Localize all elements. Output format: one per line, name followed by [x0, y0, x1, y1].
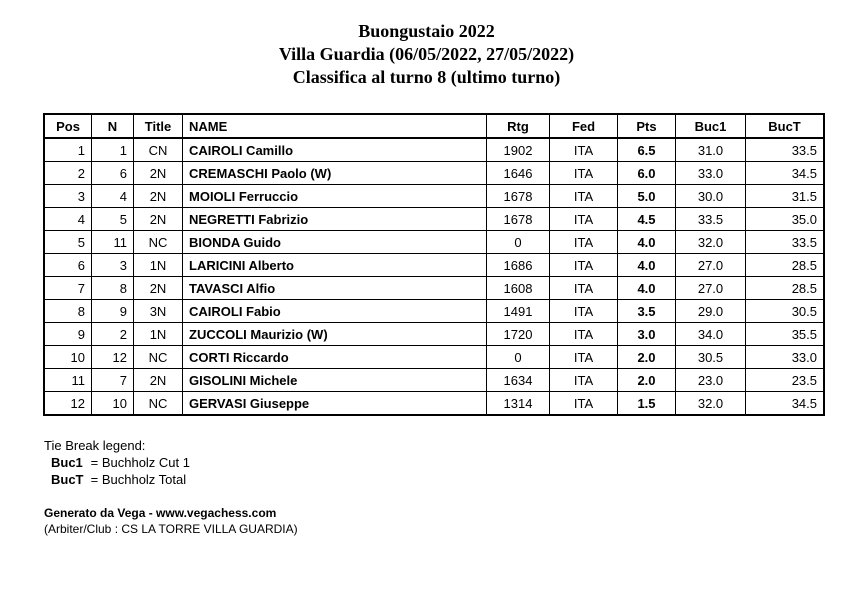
cell-title: 3N — [134, 300, 183, 323]
cell-buc1: 27.0 — [676, 277, 746, 300]
cell-pos: 9 — [44, 323, 92, 346]
cell-n: 5 — [92, 208, 134, 231]
standings-body — [44, 138, 824, 415]
cell-buct: 33.5 — [746, 138, 825, 162]
cell-pos: 11 — [44, 369, 92, 392]
cell-buct: 31.5 — [746, 185, 825, 208]
cell-name: MOIOLI Ferruccio — [183, 185, 487, 208]
cell-pos: 1 — [44, 138, 92, 162]
cell-n: 11 — [92, 231, 134, 254]
cell-name: ZUCCOLI Maurizio (W) — [183, 323, 487, 346]
cell-pts: 4.0 — [618, 277, 676, 300]
cell-n: 1 — [92, 138, 134, 162]
cell-buct: 33.0 — [746, 346, 825, 369]
cell-name: CREMASCHI Paolo (W) — [183, 162, 487, 185]
table-row — [44, 185, 824, 208]
table-row — [44, 346, 824, 369]
table-row — [44, 254, 824, 277]
cell-n: 8 — [92, 277, 134, 300]
cell-pos: 8 — [44, 300, 92, 323]
cell-title: CN — [134, 138, 183, 162]
table-row — [44, 231, 824, 254]
arbiter-club: (Arbiter/Club : CS LA TORRE VILLA GUARDIA) — [44, 522, 298, 536]
table-row — [44, 369, 824, 392]
cell-pts: 2.0 — [618, 346, 676, 369]
cell-pos: 5 — [44, 231, 92, 254]
legend-key: BucT — [51, 472, 84, 487]
document-header — [0, 20, 853, 89]
cell-fed: ITA — [550, 138, 618, 162]
cell-title: NC — [134, 346, 183, 369]
cell-fed: ITA — [550, 231, 618, 254]
cell-rtg: 1634 — [487, 369, 550, 392]
cell-fed: ITA — [550, 392, 618, 416]
cell-n: 4 — [92, 185, 134, 208]
table-row — [44, 323, 824, 346]
cell-buc1: 27.0 — [676, 254, 746, 277]
cell-fed: ITA — [550, 277, 618, 300]
cell-n: 7 — [92, 369, 134, 392]
cell-pts: 2.0 — [618, 369, 676, 392]
cell-title: 2N — [134, 277, 183, 300]
cell-title: 2N — [134, 208, 183, 231]
cell-title: 2N — [134, 162, 183, 185]
cell-pos: 12 — [44, 392, 92, 416]
cell-pos: 7 — [44, 277, 92, 300]
cell-rtg: 1686 — [487, 254, 550, 277]
cell-buc1: 32.0 — [676, 392, 746, 416]
cell-buc1: 33.5 — [676, 208, 746, 231]
cell-buc1: 23.0 — [676, 369, 746, 392]
col-header-buct: BucT — [746, 114, 825, 138]
cell-buc1: 29.0 — [676, 300, 746, 323]
cell-pts: 4.0 — [618, 254, 676, 277]
cell-name: GERVASI Giuseppe — [183, 392, 487, 416]
cell-pts: 4.5 — [618, 208, 676, 231]
legend-title: Tie Break legend: — [44, 438, 146, 453]
cell-buc1: 30.0 — [676, 185, 746, 208]
cell-name: CORTI Riccardo — [183, 346, 487, 369]
cell-buct: 35.0 — [746, 208, 825, 231]
cell-pts: 1.5 — [618, 392, 676, 416]
cell-title: 1N — [134, 254, 183, 277]
col-header-title: Title — [134, 114, 183, 138]
cell-name: BIONDA Guido — [183, 231, 487, 254]
table-row — [44, 300, 824, 323]
cell-n: 2 — [92, 323, 134, 346]
col-header-pos: Pos — [44, 114, 92, 138]
col-header-fed: Fed — [550, 114, 618, 138]
cell-buct: 34.5 — [746, 392, 825, 416]
cell-title: 2N — [134, 185, 183, 208]
cell-title: NC — [134, 392, 183, 416]
cell-rtg: 1678 — [487, 185, 550, 208]
cell-buct: 30.5 — [746, 300, 825, 323]
cell-rtg: 1491 — [487, 300, 550, 323]
legend-desc: = Buchholz Total — [90, 472, 187, 487]
tournament-location-dates: Villa Guardia (06/05/2022, 27/05/2022) — [278, 44, 575, 64]
legend-item — [44, 454, 190, 471]
cell-fed: ITA — [550, 254, 618, 277]
table-row — [44, 138, 824, 162]
cell-fed: ITA — [550, 162, 618, 185]
cell-title: 1N — [134, 323, 183, 346]
cell-pts: 6.5 — [618, 138, 676, 162]
cell-pts: 3.5 — [618, 300, 676, 323]
legend-item — [44, 471, 190, 488]
standings-table — [43, 113, 825, 416]
standings-subtitle: Classifica al turno 8 (ultimo turno) — [292, 67, 561, 87]
cell-fed: ITA — [550, 369, 618, 392]
cell-fed: ITA — [550, 185, 618, 208]
cell-rtg: 1678 — [487, 208, 550, 231]
cell-buct: 35.5 — [746, 323, 825, 346]
cell-name: CAIROLI Fabio — [183, 300, 487, 323]
cell-fed: ITA — [550, 300, 618, 323]
cell-buc1: 30.5 — [676, 346, 746, 369]
cell-name: GISOLINI Michele — [183, 369, 487, 392]
cell-pos: 4 — [44, 208, 92, 231]
cell-buc1: 32.0 — [676, 231, 746, 254]
cell-buct: 28.5 — [746, 254, 825, 277]
table-header-row — [44, 114, 824, 138]
cell-rtg: 1314 — [487, 392, 550, 416]
cell-pos: 6 — [44, 254, 92, 277]
cell-pts: 5.0 — [618, 185, 676, 208]
legend-key: Buc1 — [51, 455, 83, 470]
cell-pos: 2 — [44, 162, 92, 185]
col-header-name: NAME — [183, 114, 487, 138]
table-row — [44, 208, 824, 231]
cell-rtg: 1608 — [487, 277, 550, 300]
document-footer — [44, 505, 298, 537]
table-row — [44, 392, 824, 416]
cell-rtg: 1902 — [487, 138, 550, 162]
cell-name: TAVASCI Alfio — [183, 277, 487, 300]
col-header-n: N — [92, 114, 134, 138]
col-header-pts: Pts — [618, 114, 676, 138]
cell-title: NC — [134, 231, 183, 254]
cell-buct: 28.5 — [746, 277, 825, 300]
cell-buct: 34.5 — [746, 162, 825, 185]
cell-pos: 10 — [44, 346, 92, 369]
col-header-buc1: Buc1 — [676, 114, 746, 138]
tie-break-legend — [44, 437, 190, 488]
cell-rtg: 0 — [487, 231, 550, 254]
table-row — [44, 162, 824, 185]
cell-n: 3 — [92, 254, 134, 277]
cell-pts: 4.0 — [618, 231, 676, 254]
tournament-name: Buongustaio 2022 — [358, 21, 495, 41]
cell-rtg: 1646 — [487, 162, 550, 185]
cell-name: LARICINI Alberto — [183, 254, 487, 277]
cell-pts: 6.0 — [618, 162, 676, 185]
cell-buct: 33.5 — [746, 231, 825, 254]
cell-title: 2N — [134, 369, 183, 392]
cell-name: NEGRETTI Fabrizio — [183, 208, 487, 231]
table-row — [44, 277, 824, 300]
cell-buc1: 33.0 — [676, 162, 746, 185]
legend-desc: = Buchholz Cut 1 — [90, 455, 190, 470]
cell-pos: 3 — [44, 185, 92, 208]
cell-buct: 23.5 — [746, 369, 825, 392]
cell-fed: ITA — [550, 323, 618, 346]
cell-rtg: 1720 — [487, 323, 550, 346]
cell-fed: ITA — [550, 346, 618, 369]
cell-rtg: 0 — [487, 346, 550, 369]
col-header-rtg: Rtg — [487, 114, 550, 138]
cell-name: CAIROLI Camillo — [183, 138, 487, 162]
cell-buc1: 31.0 — [676, 138, 746, 162]
cell-buc1: 34.0 — [676, 323, 746, 346]
cell-n: 12 — [92, 346, 134, 369]
cell-n: 10 — [92, 392, 134, 416]
cell-fed: ITA — [550, 208, 618, 231]
generator-credit: Generato da Vega - www.vegachess.com — [44, 506, 277, 520]
cell-n: 6 — [92, 162, 134, 185]
cell-pts: 3.0 — [618, 323, 676, 346]
cell-n: 9 — [92, 300, 134, 323]
